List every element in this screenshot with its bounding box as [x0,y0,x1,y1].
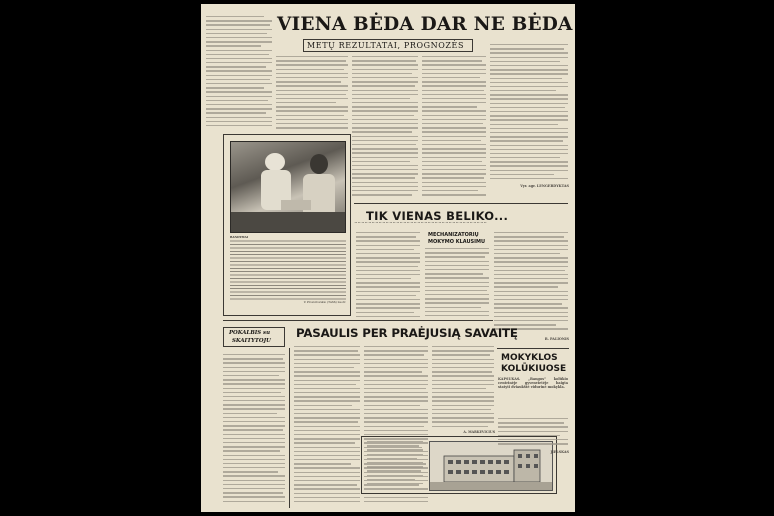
section3-column-4 [432,346,494,430]
photo-caption-lead: BANDYMAI [230,236,249,239]
section2-column-1 [356,232,420,322]
section3-box-title-1: POKALBIS su [229,330,270,336]
section2-signature: R. PALIONIS [544,337,569,341]
section4-signature: JIELSKAS [550,450,569,454]
headline-title: VIENA BĖDA DAR NE BĖDA [277,14,573,35]
article-column-left-top [206,16,272,132]
article-column-4 [422,56,486,201]
section2-column-3 [494,232,568,337]
section3-box-title-2: SKAITYTOJU [232,338,271,344]
article-column-5 [490,44,568,186]
section2-title: TIK VIENAS BELIKO... [366,209,509,223]
section3-divider-1 [289,348,290,508]
newspaper-page [201,4,575,512]
section2-sidebar-title-2: MOKYMO KLAUSIMU [428,239,486,245]
column-byline: Vyr. agr. LENGERDYKTAS [520,184,569,188]
section3-top-rule [223,320,493,321]
section3-title: PASAULIS PER PRAĖJUSIĄ SAVAITĘ [296,326,518,340]
insert-text [367,441,423,491]
photo-caption [230,236,346,312]
section2-zigzag-bottom: ˄˄˄˄˄˄˄˄˄˄˄˄˄˄˄˄˄˄˄˄˄˄˄˄˄˄˄˄˄˄˄˄˄˄˄˄˄˄ [354,222,487,229]
article-column-2 [276,56,348,134]
photo-caption-credit: V. Prosvirovskio (TASS) nuotr. [303,300,346,305]
headline-subtitle: METŲ REZULTATAI, PROGNOZĖS [307,41,465,50]
article-column-3 [352,56,418,201]
photo-caption-filler [230,239,346,301]
section3-column-1 [223,354,285,509]
section2-column-2 [425,248,489,322]
section3-column-2 [294,346,360,510]
section2-sidebar-title-1: MECHANIZATORIŲ [428,232,479,238]
section3-signature: A. MARKEVIČIUS [463,430,495,434]
section4-lead: KAPSUKAS. „Bangos“ kolūkio centrinėje gyvenvietėje baigta statyti dviaukštė vidurinė mokykla. [498,377,568,389]
section4-title-1: MOKYKLOS [501,353,558,363]
photo-scientists [230,141,346,233]
section4-top-rule [497,348,569,349]
section4-body [498,418,568,452]
section4-title-2: KOLŪKIUOSE [501,364,567,374]
photo-figures [231,142,346,233]
section2-zigzag: ˅˅˅˅˅˅˅˅˅˅˅˅˅˅˅˅˅˅˅˅˅˅˅˅˅˅˅˅˅˅˅˅˅˅˅˅˅˅ [354,203,487,210]
